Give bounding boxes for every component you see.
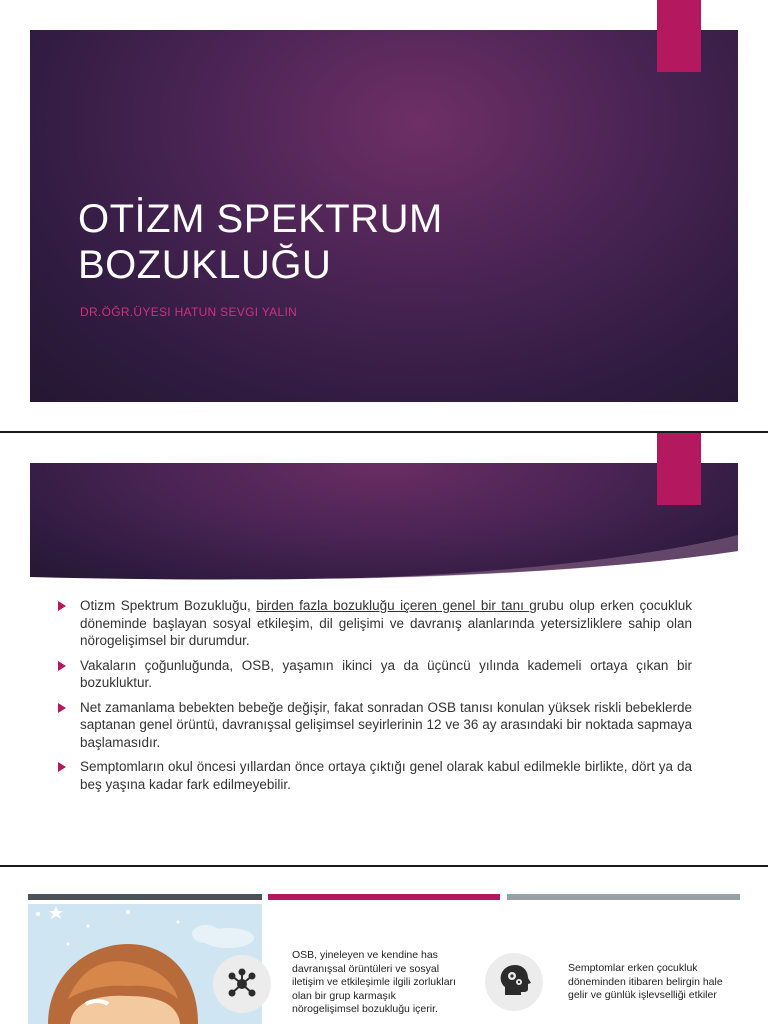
bullet-list <box>58 597 692 800</box>
bullet-underlined-text: birden fazla bozukluğu içeren genel bir tanı <box>256 598 530 613</box>
title-slide <box>0 0 768 433</box>
bullet-arrow-icon <box>58 661 66 671</box>
bullet-text: Net zamanlama bebekten bebeğe değişir, fakat sonradan OSB tanısı konulan yüksek riskli bebeklerde saptanan genel örüntü, davranışsal gelişimsel seyirlerinin 12 ve 36 ay arasındaki bir noktada sapmaya başlamasıdır. <box>80 699 692 750</box>
slide-subtitle: DR.ÖĞR.ÜYESI HATUN SEVGI YALIN <box>80 305 298 319</box>
bullet-text: Otizm Spektrum Bozukluğu, <box>80 598 257 613</box>
slide-title <box>78 196 443 288</box>
bullet-item <box>58 758 692 793</box>
accent-tab <box>657 0 701 72</box>
slide-title-line1: OTİZM SPEKTRUM <box>78 197 443 241</box>
bullet-arrow-icon <box>58 762 66 772</box>
bullet-text: Vakaların çoğunluğunda, OSB, yaşamın ikinci ya da üçüncü yılında kademeli ortaya çıkan bir bozukluktur. <box>80 657 692 690</box>
bullet-item <box>58 597 692 650</box>
bullet-item <box>58 699 692 752</box>
card-text: Semptomlar erken çocukluk döneminden itibaren belirgin hale gelir ve günlük işlevselliği etkiler <box>568 962 723 1001</box>
section-bar-dark <box>28 894 262 900</box>
bullet-text: Semptomların okul öncesi yıllardan önce ortaya çıktığı genel olarak kabul edilmekle birlikte, dört ya da beş yaşına kadar fark edilmeyebilir. <box>80 759 692 792</box>
bullet-arrow-icon <box>58 601 66 611</box>
cards-slide <box>0 867 768 1024</box>
slide-title-line2: BOZUKLUĞU <box>78 243 332 287</box>
section-bar-accent <box>268 894 500 900</box>
network-icon <box>213 955 271 1013</box>
bullet-text: grubu olup erken çocukluk döneminde başlayan sosyal etkileşim, dil gelişimi ve davranış alanlarında yetersizliklere sahip olan nörogelişimsel bir durumdur. <box>80 598 692 648</box>
card-text: OSB, yineleyen ve kendine has davranışsal örüntüleri ve sosyal iletişim ve etkileşimle ilgili zorlukları olan bir grup karmaşık nörogelişimsel bozukluğu içerir. <box>292 949 456 1015</box>
banner-wave <box>30 463 738 581</box>
header-banner <box>30 463 738 581</box>
section-bar-grey <box>507 894 740 900</box>
bullet-item <box>58 657 692 692</box>
bullet-arrow-icon <box>58 703 66 713</box>
content-slide <box>0 433 768 867</box>
accent-tab <box>657 433 701 505</box>
head-gears-icon <box>485 953 543 1011</box>
